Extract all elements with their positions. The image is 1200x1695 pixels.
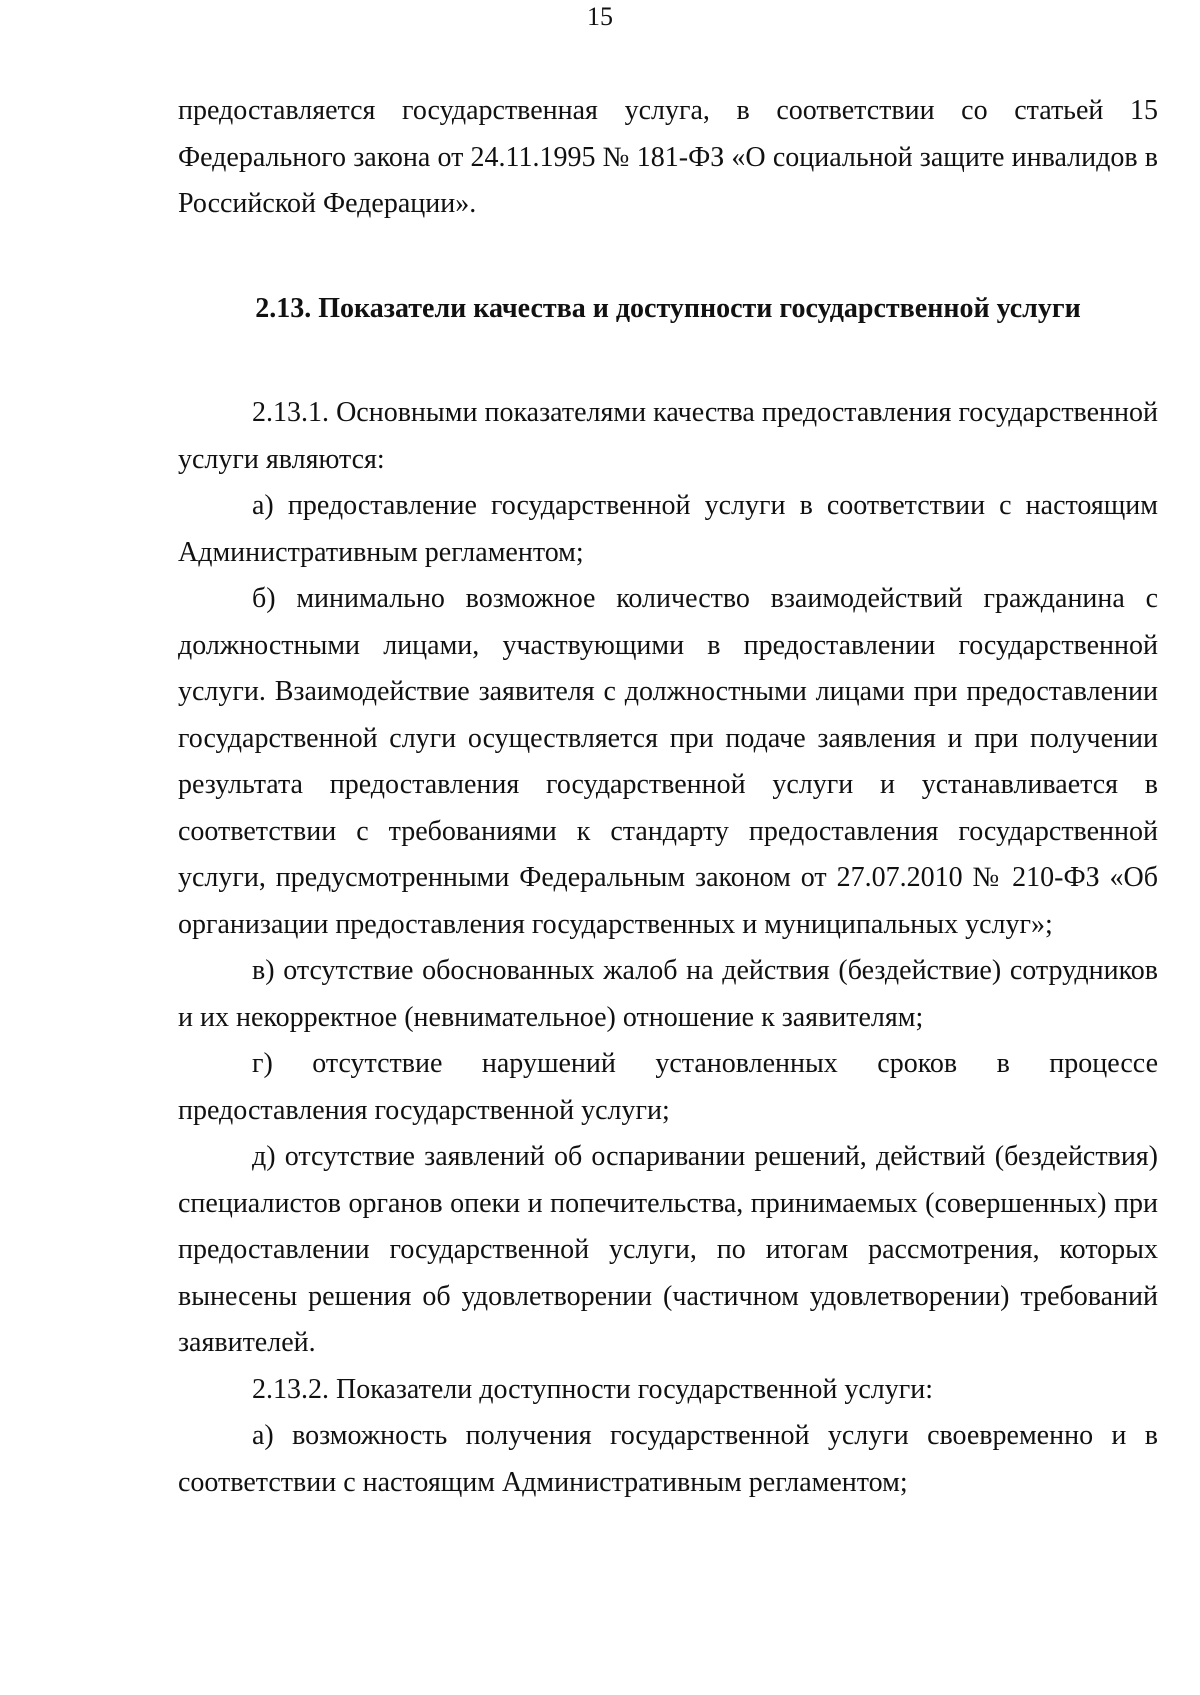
list-item-a-2: а) возможность получения государственной услуги своевременно и в соответствии с настоящим Административным регламентом; <box>178 1420 1158 1498</box>
list-item-a: а) предоставление государственной услуги в соответствии с настоящим Административным регламентом; <box>178 490 1158 568</box>
paragraph-2-13-2: 2.13.2. Показатели доступности государственной услуги: <box>252 1373 933 1405</box>
paragraph-continuation: предоставляется государственная услуга, в соответствии со статьей 15 Федерального закона от 24.11.1995 № 181-ФЗ «О социальной защите инвалидов в Российской Федерации». <box>178 95 1158 219</box>
list-item-d: д) отсутствие заявлений об оспаривании решений, действий (бездействия) специалистов органов опеки и попечительства, принимаемых (совершенных) при предоставлении государственной услуги, по итогам рассмотрения, которых вынесены решения об удовлетворении (частичном удовлетворении) требований заявителей. <box>178 1141 1158 1358</box>
paragraph-2-13-1: 2.13.1. Основными показателями качества предоставления государственной услуги являются: <box>178 397 1158 475</box>
section-heading: 2.13. Показатели качества и доступности государственной услуги <box>255 292 1081 324</box>
document-body <box>178 88 1158 1506</box>
list-item-b: б) минимально возможное количество взаимодействий гражданина с должностными лицами, участвующими в предоставлении государственной услуги. Взаимодействие заявителя с должностными лицами при предоставлении государственной слуги осуществляется при подаче заявления и при получении результата предоставления государственной услуги и устанавливается в соответствии с требованиями к стандарту предоставления государственной услуги, предусмотренными Федеральным законом от 27.07.2010 № 210-ФЗ «Об организации предоставления государственных и муниципальных услуг»; <box>178 583 1158 940</box>
list-item-v: в) отсутствие обоснованных жалоб на действия (бездействие) сотрудников и их некорректное (невнимательное) отношение к заявителям; <box>178 955 1158 1033</box>
page-number: 15 <box>587 2 613 31</box>
list-item-g: г) отсутствие нарушений установленных сроков в процессе предоставления государственной услуги; <box>178 1048 1158 1126</box>
